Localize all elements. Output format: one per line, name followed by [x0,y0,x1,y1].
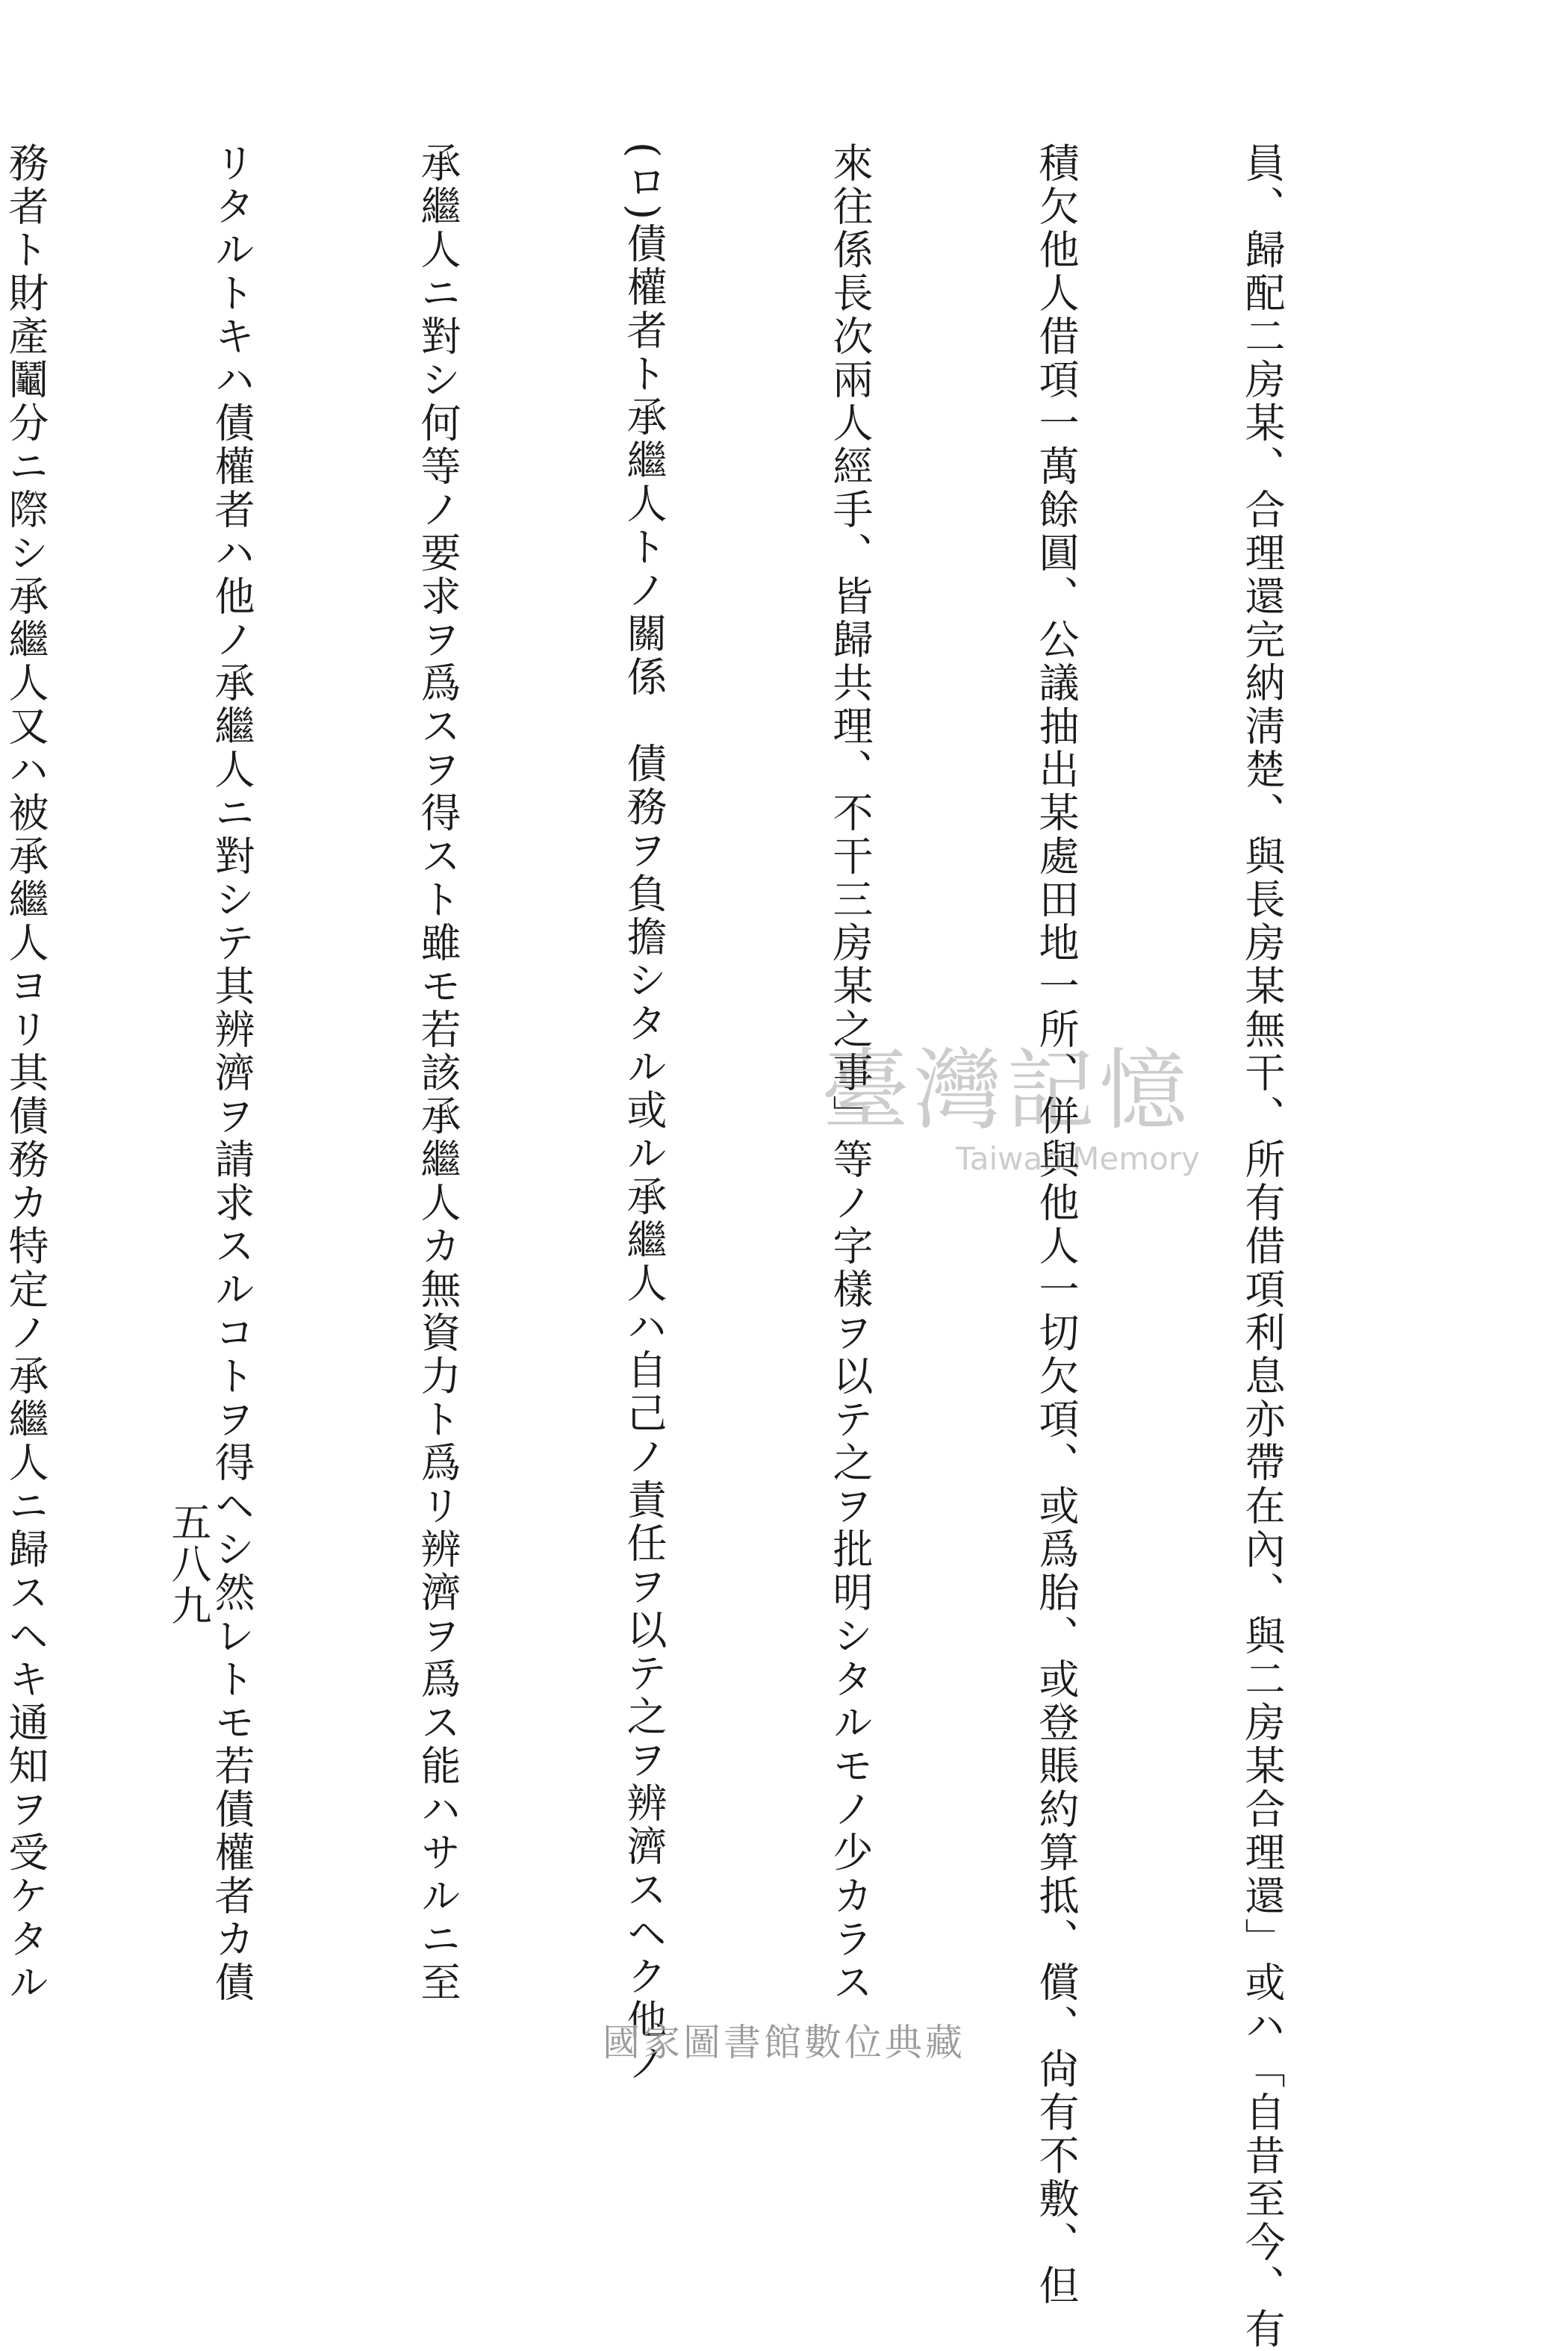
page-number: 五八九 [165,1501,212,1627]
text-line: (ロ)債權者ト承繼人トノ關係 債務ヲ負擔シタル或ル承繼人ハ自己ノ責任ヲ以テ之ヲ辨濟スヘク他ノ [620,142,668,2086]
text-line: 積欠他人借項一萬餘圓、公議抽出某處田地一所、併與他人一切欠項、或爲胎、或登賬約算抵、償、尙有不敷、但 [1033,142,1080,2308]
text-line: リタルトキハ債權者ハ他ノ承繼人ニ對シテ其辨濟ヲ請求スルコトヲ得ヘシ然レトモ若債權者カ債 [208,142,255,2004]
watermark-logo-subtext: Taiwan Memory [956,1140,1200,1177]
text-line: 來往係長次兩人經手、皆歸共理、不干三房某之事」等ノ字樣ヲ以テ之ヲ批明シタルモノ少カラス [827,142,874,2004]
text-line: 員、歸配二房某、合理還完納淸楚、與長房某無干、所有借項利息亦帶在內、與二房某合理還」或ハ「自昔至今、有 [1239,142,1286,2351]
text-line: 承繼人ニ對シ何等ノ要求ヲ爲スヲ得スト雖モ若該承繼人カ無資力ト爲リ辨濟ヲ爲ス能ハサルニ至 [414,142,461,2004]
footer-credit: 國家圖書館數位典藏 [603,2021,965,2064]
text-line: 務者ト財產鬮分ニ際シ承繼人又ハ被承繼人ヨリ其債務カ特定ノ承繼人ニ歸スヘキ通知ヲ受ケタル [2,142,49,2004]
watermark-logo-text: 臺灣記憶 [821,1039,1192,1142]
